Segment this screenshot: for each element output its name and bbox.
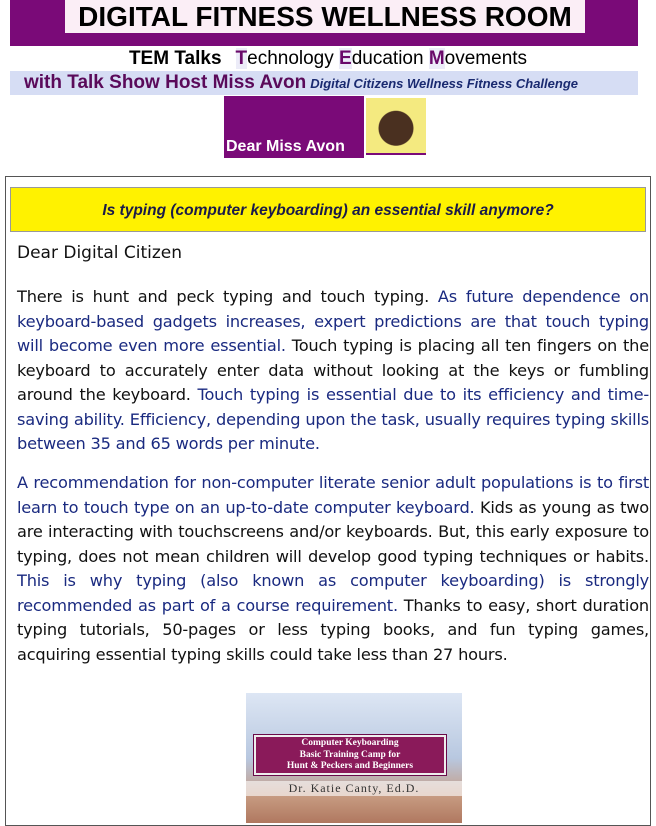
book-title-line: Hunt & Peckers and Beginners [286,761,414,771]
word-movements: ovements [444,48,528,69]
book-title-line: Computer Keyboarding [301,738,399,748]
word-education: ducation [351,48,429,69]
text: Thanks to easy, short duration typing tutorials, 50-pages or less typing books, and fun typing games, acquiring essential typing skills could take less than 27 hours. [17,595,649,664]
book-author: Dr. Katie Canty, Ed.D. [246,781,462,796]
host-strip [10,71,638,95]
letter-m: M [428,48,445,69]
dear-miss-avon-label: Dear Miss Avon [224,96,364,158]
tem-label: TEM Talks [128,48,222,69]
question-banner: Is typing (computer keyboarding) an essential skill anymore? [10,187,646,232]
text: A recommendation for non-computer literate senior adult populations is to first learn to touch type on an up-to-date computer keyboard. [17,473,649,517]
book-cover-image [246,693,462,823]
letter-t: T [235,48,248,69]
word-technology: echnology [247,48,340,69]
challenge-text: Digital Citizens Wellness Fitness Challenge [310,76,578,91]
paragraph-2 [17,471,649,667]
text: As future dependence on keyboard-based gadgets increases, expert predictions are that touch typing will become even more essential. [17,287,649,355]
greeting: Dear Digital Citizen [17,243,183,263]
host-photo [366,98,426,155]
book-title-line: Basic Training Camp for [299,749,401,760]
article-box [5,176,651,826]
tem-talks-line [0,47,656,71]
text: Touch typing is placing all ten fingers on the keyboard to accurately enter data without looking at the keys or fumbling around the keyboard. [17,336,649,404]
host-text: with Talk Show Host Miss Avon [24,72,307,93]
book-title [254,735,446,775]
text: Touch typing is essential due to its efficiency and time-saving ability. Efficiency, depending upon the task, usually requires typing skills between 35 and 65 words per minute. [17,385,649,453]
title-banner [10,0,638,46]
text: There is hunt and peck typing and touch typing. [17,287,438,306]
text: This is why typing (also known as computer keyboarding) is strongly recommended as part of a course requirement. [17,571,649,615]
letter-e: E [339,48,352,69]
text: Kids as young as two are interacting with touchscreens and/or keyboards. But, this early exposure to typing, does not mean children will develop good typing techniques or habits. [17,497,649,566]
paragraph-1 [17,285,649,457]
page-title: DIGITAL FITNESS WELLNESS ROOM [65,0,585,33]
